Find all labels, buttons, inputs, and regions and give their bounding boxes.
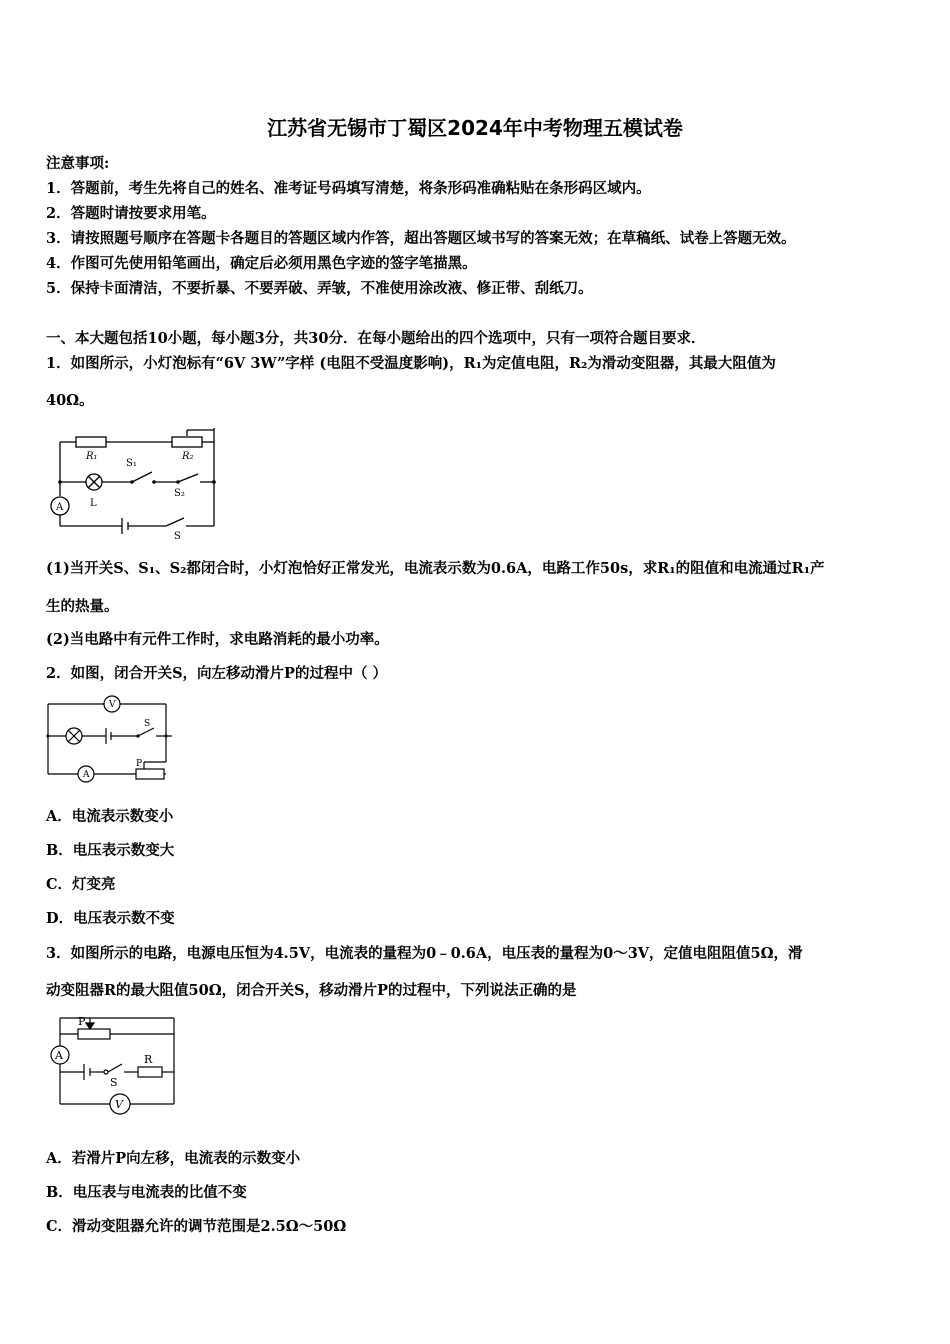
q3-circuit-figure [44, 1010, 184, 1120]
notice-heading: 注意事项: [46, 155, 110, 172]
r1-resistor [76, 437, 106, 447]
resistor-r [138, 1067, 162, 1077]
ammeter-label: A [83, 770, 90, 780]
voltmeter-label: V [115, 1098, 123, 1111]
q1-part2: (2)当电路中有元件工作时，求电路消耗的最小功率。 [46, 631, 389, 648]
resistor-label: R [144, 1053, 153, 1066]
q1-stem: 1．如图所示，小灯泡标有“6V 3W”字样 (电阻不受温度影响)，R₁为定值电阻，R₂为滑动变阻器，其最大阻值为 [46, 355, 776, 372]
q2-option-d: D．电压表示数不变 [46, 910, 175, 927]
page-title: 江苏省无锡市丁蜀区2024年中考物理五模试卷 [267, 116, 683, 140]
section-heading: 一、本大题包括10小题，每小题3分，共30分．在每小题给出的四个选项中，只有一项符合题目要求． [46, 330, 706, 347]
notice-item: 5．保持卡面清洁，不要折暴、不要弄破、弄皱，不准使用涂改液、修正带、刮纸刀。 [46, 280, 593, 297]
slider-label: P [78, 1015, 86, 1028]
s2-label: S₂ [174, 488, 185, 499]
switch-label: S [110, 1076, 118, 1089]
q3-option-c: C．滑动变阻器允许的调节范围是2.5Ω～50Ω [46, 1218, 347, 1235]
ammeter-label: A [56, 502, 64, 513]
notice-item: 3．请按照题号顺序在答题卡各题目的答题区域内作答，超出答题区域书写的答案无效；在草稿纸、试卷上答题无效。 [46, 230, 796, 247]
q1-stem-cont: 40Ω。 [46, 392, 94, 409]
switch-label: S [144, 719, 151, 729]
q2-option-a: A．电流表示数变小 [46, 808, 174, 825]
notice-item: 2．答题时请按要求用笔。 [46, 205, 216, 222]
q2-option-b: B．电压表示数变大 [46, 842, 175, 859]
q1-part1-cont: 生的热量。 [46, 598, 119, 615]
q1-circuit-figure [46, 422, 226, 542]
rheostat [136, 769, 164, 779]
s1-label: S₁ [126, 458, 137, 469]
q3-stem-cont: 动变阻器R的最大阻值50Ω，闭合开关S，移动滑片P的过程中，下列说法正确的是 [46, 982, 577, 999]
lamp-label: L [90, 498, 97, 509]
ammeter-label: A [55, 1049, 63, 1062]
q2-stem: 2．如图，闭合开关S，向左移动滑片P的过程中（ ） [46, 665, 388, 682]
r2-rheostat [172, 437, 202, 447]
q3-stem: 3．如图所示的电路，电源电压恒为4.5V，电流表的量程为0﹣0.6A，电压表的量程为0～3V，定值电阻阻值5Ω，滑 [46, 945, 803, 962]
q2-option-c: C．灯变亮 [46, 876, 116, 893]
q3-option-a: A．若滑片P向左移，电流表的示数变小 [46, 1150, 301, 1167]
q2-circuit-figure [44, 692, 174, 784]
q1-part1: (1)当开关S、S₁、S₂都闭合时，小灯泡恰好正常发光，电流表示数为0.6A，电路工作50s，求R₁的阻值和电流通过R₁产 [46, 560, 825, 577]
rheostat [78, 1029, 110, 1039]
switch-label: S [174, 531, 181, 542]
r1-label: R₁ [86, 451, 98, 462]
slider-label: P [136, 759, 143, 769]
notice-item: 4．作图可先使用铅笔画出，确定后必须用黑色字迹的签字笔描黑。 [46, 255, 477, 272]
r2-label: R₂ [182, 451, 194, 462]
notice-item: 1．答题前，考生先将自己的姓名、准考证号码填写清楚，将条形码准确粘贴在条形码区域内。 [46, 180, 651, 197]
q3-option-b: B．电压表与电流表的比值不变 [46, 1184, 247, 1201]
voltmeter-label: V [109, 700, 116, 710]
